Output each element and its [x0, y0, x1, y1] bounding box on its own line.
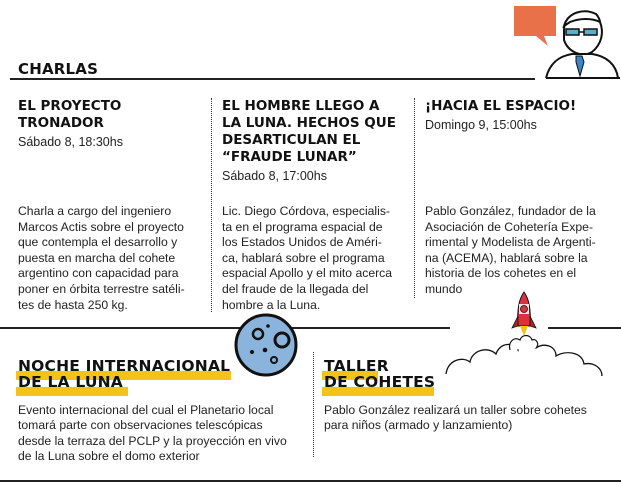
rocket-launch-icon [444, 290, 604, 384]
talk-description: Pablo González, fundador de la Asociación de Cohetería Expe- rimental y Modelista de Argenti- na (ACEMA), hablará sobre la historia de los cohetes en el mundo [425, 204, 596, 296]
column-divider [414, 98, 415, 298]
header-rule [10, 78, 535, 80]
footer-rule [0, 480, 621, 482]
talk-card-hacia-el-espacio [425, 98, 615, 133]
rocket-workshop-description: Pablo González realizará un taller sobre cohetes para niños (armado y lanzamiento) [324, 403, 587, 433]
talk-card-tronador [18, 98, 208, 150]
talk-title: EL HOMBRE LLEGO A LA LUNA. HECHOS QUE DESARTICULAN EL “FRAUDE LUNAR” [222, 98, 396, 165]
presenter-with-glasses-icon [510, 0, 621, 80]
speech-bubble-icon [514, 6, 556, 46]
moon-icon [232, 312, 300, 378]
moon-night-description: Evento internacional del cual el Planetario local tomará parte con observaciones telescópicas desde la terraza del PCLP y la proyección en vivo de la Luna sobre el domo exterior [18, 403, 287, 464]
talk-datetime: Sábado 8, 17:00hs [222, 169, 327, 183]
talk-datetime: Domingo 9, 15:00hs [425, 118, 537, 132]
section-title-charlas: CHARLAS [18, 60, 99, 78]
talk-description: Lic. Diego Córdova, especialis- ta en el programa espacial de los Estados Unidos de Améri- ca, hablará sobre el programa espacial Apollo y el mito acerca del fraude de la llegada del hombre a la Luna. [222, 204, 393, 312]
rocket-workshop-title: TALLER DE COHETES [324, 357, 436, 391]
talk-title: ¡HACIA EL ESPACIO! [425, 98, 577, 114]
talk-card-fraude-lunar [222, 98, 412, 184]
column-divider [211, 98, 212, 312]
talk-datetime: Sábado 8, 18:30hs [18, 135, 123, 149]
talk-title: EL PROYECTO TRONADOR [18, 98, 122, 131]
column-divider [313, 352, 314, 457]
section-divider-rule [292, 327, 450, 329]
talk-description: Charla a cargo del ingeniero Marcos Actis sobre el proyecto que contempla el desarrollo y puesta en marcha del cohete argentino con capacidad para poner en órbita terrestre satéli- tes de hasta 250 kg. [18, 204, 185, 312]
section-divider-rule [0, 327, 240, 329]
moon-night-title: NOCHE INTERNACIONAL DE LA LUNA [18, 357, 231, 391]
